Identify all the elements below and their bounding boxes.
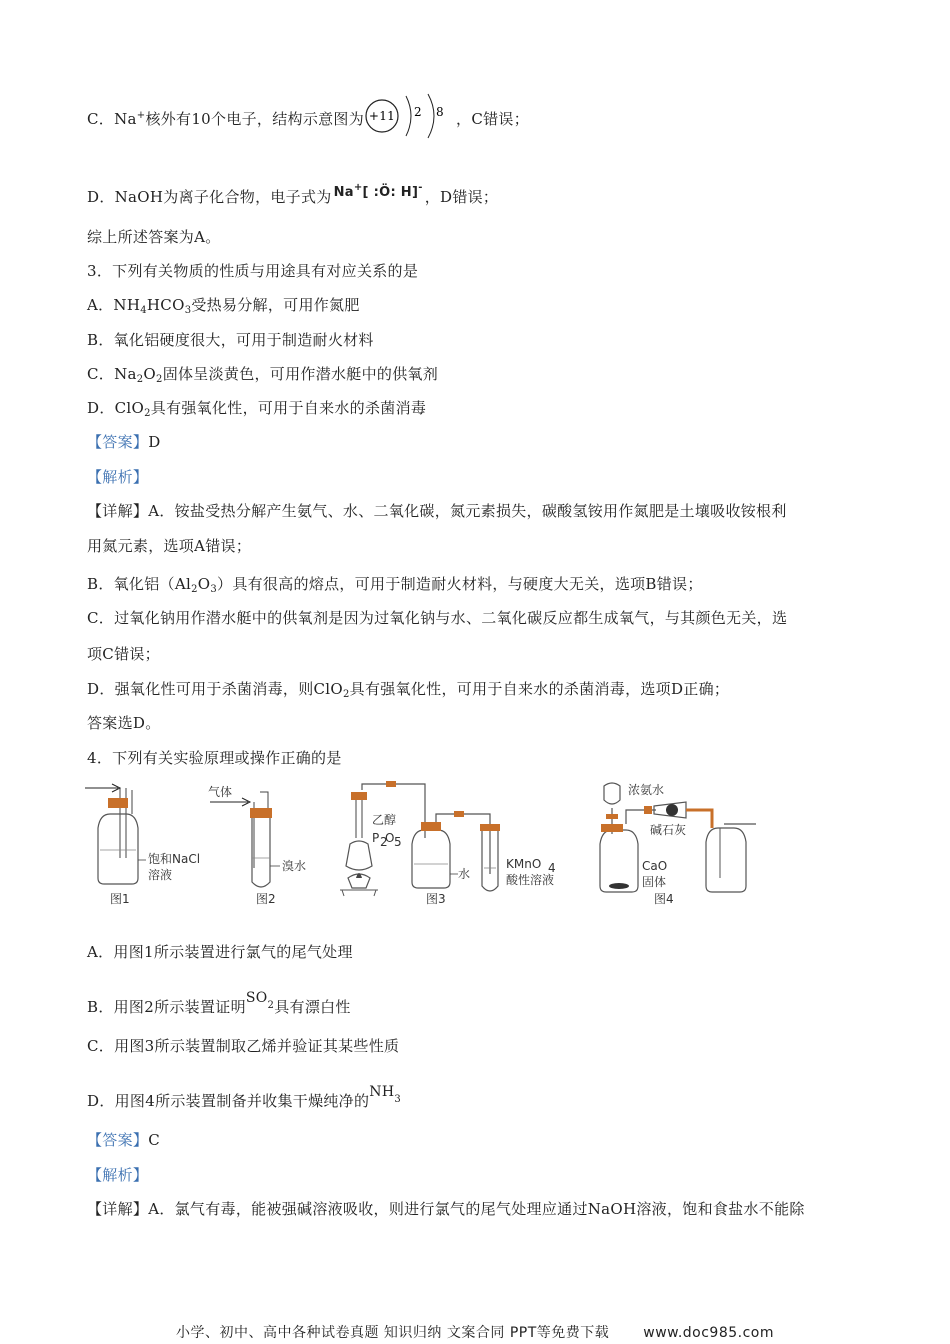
naoh-electron-formula xyxy=(334,178,423,203)
q3-detail-c-line2: 项C错误； xyxy=(87,645,160,663)
naoh-minus: - xyxy=(418,182,423,193)
naoh-left-bracket: [ xyxy=(362,185,369,200)
figure-1-gas-washing-bottle xyxy=(85,784,200,906)
q3-detail-a-line1: 【详解】A．铵盐受热分解产生氨气、水、二氧化碳，氮元素损失，碳酸氢铵用作氮肥是土壤吸收铵根利 xyxy=(87,502,787,520)
question-4-stem: 4．下列有关实验原理或操作正确的是 xyxy=(87,749,342,767)
fig4-label: 图4 xyxy=(654,892,674,906)
q3-option-a: A．$NH_4HCO_3$受热易分解，可用作氮肥 xyxy=(87,296,360,316)
fig3-acid-solution: 酸性溶液 xyxy=(506,873,555,887)
footer-url[interactable]: www.doc985.com xyxy=(643,1325,775,1341)
fig4-soda-lime: 碱石灰 xyxy=(650,823,687,837)
q4-option-d: D．用图4所示装置制备并收集干燥纯净的$NH^3$ xyxy=(87,1084,402,1110)
fig3-o-symbol: O xyxy=(385,831,395,845)
fig4-cao: CaO xyxy=(642,859,668,873)
q4-detail-a: 【详解】A．氯气有毒，能被强碱溶液吸收，则进行氯气的尾气处理应通过NaOH溶液，饱和食盐水不能除 xyxy=(87,1200,805,1218)
detail-label: 【详解】 xyxy=(87,502,149,520)
shell-1-electrons: 2 xyxy=(414,105,422,119)
q4-analysis-label: 【解析】 xyxy=(87,1166,149,1184)
footer-text: 小学、初中、高中各种试卷真题 知识归纳 文案合同 PPT等免费下载 xyxy=(175,1325,610,1341)
naoh-oxygen: :Ö: xyxy=(373,185,396,200)
q3-conclusion: 答案选D。 xyxy=(87,714,161,732)
fig3-o-sub: 5 xyxy=(394,835,402,849)
fig4-ammonia: 浓氨水 xyxy=(628,783,665,797)
answer-value: D xyxy=(148,433,161,451)
fig1-solution-line1: 饱和NaCl xyxy=(148,852,201,866)
option-c-prefix: C．Na xyxy=(87,110,137,128)
fig3-label: 图3 xyxy=(426,892,446,906)
figure-3-ethylene-setup xyxy=(340,781,556,906)
fig2-gas-label: 气体 xyxy=(208,785,233,799)
option-c-charge: + xyxy=(136,110,146,121)
option-c-line xyxy=(87,106,529,130)
fig3-kmno4: KMnO xyxy=(506,857,542,871)
apparatus-figure xyxy=(80,778,760,908)
fig3-p-symbol: P xyxy=(372,831,380,845)
q3-detail-a-line2: 用氮元素，选项A错误； xyxy=(87,537,252,555)
fig3-kmno4-sub: 4 xyxy=(548,861,556,875)
fig2-label: 图2 xyxy=(256,892,276,906)
q4-option-b: B．用图2所示装置证明$SO^2$具有漂白性 xyxy=(87,990,351,1016)
option-d-conclusion: ，D错误； xyxy=(424,188,499,206)
summary-line: 综上所述答案为A。 xyxy=(87,228,221,246)
naoh-na: Na xyxy=(333,185,354,200)
q3-answer xyxy=(87,432,161,452)
q3-analysis-label: 【解析】 xyxy=(87,468,149,486)
figure-2-test-tube xyxy=(208,784,306,906)
q3-option-d: D．ClO$_2$具有强氧化性，可用于自来水的杀菌消毒 xyxy=(87,399,427,419)
fig4-solid: 固体 xyxy=(642,875,667,889)
q3-option-c: C．$Na_2O_2$固体呈淡黄色，可用作潜水艇中的供氧剂 xyxy=(87,365,439,385)
fig1-solution-line2: 溶液 xyxy=(148,868,173,882)
option-c-conclusion: ，C错误； xyxy=(456,110,530,128)
q4-option-a: A．用图1所示装置进行氯气的尾气处理 xyxy=(87,943,353,961)
shell-2-electrons: 8 xyxy=(436,105,444,119)
option-c-text: 核外有10个电子，结构示意图为 xyxy=(145,110,365,128)
nucleus-charge: +11 xyxy=(368,109,396,123)
naoh-plus: + xyxy=(353,182,363,193)
fig3-water: 水 xyxy=(458,867,471,881)
q3-detail-b: B．氧化铝$(Al_2O_3)$具有很高的熔点，可用于制造耐火材料，与硬度大无关，选项B错误； xyxy=(87,575,703,595)
fig3-ethanol: 乙醇 xyxy=(372,813,397,827)
fig3-p-sub: 2 xyxy=(380,835,388,849)
page-footer xyxy=(0,1322,950,1342)
q3-detail-c-line1: C．过氧化钠用作潜水艇中的供氧剂是因为过氧化钠与水、二氧化碳反应都生成氧气，与其颜色无关，选 xyxy=(87,609,788,627)
atom-structure-diagram xyxy=(364,92,456,142)
naoh-h: H xyxy=(400,185,412,200)
fig1-label: 图1 xyxy=(110,892,130,906)
answer-label: 【答案】 xyxy=(87,433,149,451)
fig2-solution: 溴水 xyxy=(282,859,307,873)
figure-4-ammonia-setup xyxy=(600,782,756,906)
q4-answer: 【答案】C xyxy=(87,1131,160,1149)
q4-option-c: C．用图3所示装置制取乙烯并验证其某些性质 xyxy=(87,1037,400,1055)
q3-detail-d: D．强氧化性可用于杀菌消毒，则ClO$_2$具有强氧化性，可用于自来水的杀菌消毒，选项D正确； xyxy=(87,680,730,700)
naoh-right-bracket: ] xyxy=(411,185,419,200)
question-3-stem: 3．下列有关物质的性质与用途具有对应关系的是 xyxy=(87,262,419,280)
q3-option-b: B．氧化铝硬度很大，可用于制造耐火材料 xyxy=(87,331,374,349)
option-d-text: D．NaOH为离子化合物，电子式为 xyxy=(87,188,332,206)
option-d-line xyxy=(87,178,498,207)
